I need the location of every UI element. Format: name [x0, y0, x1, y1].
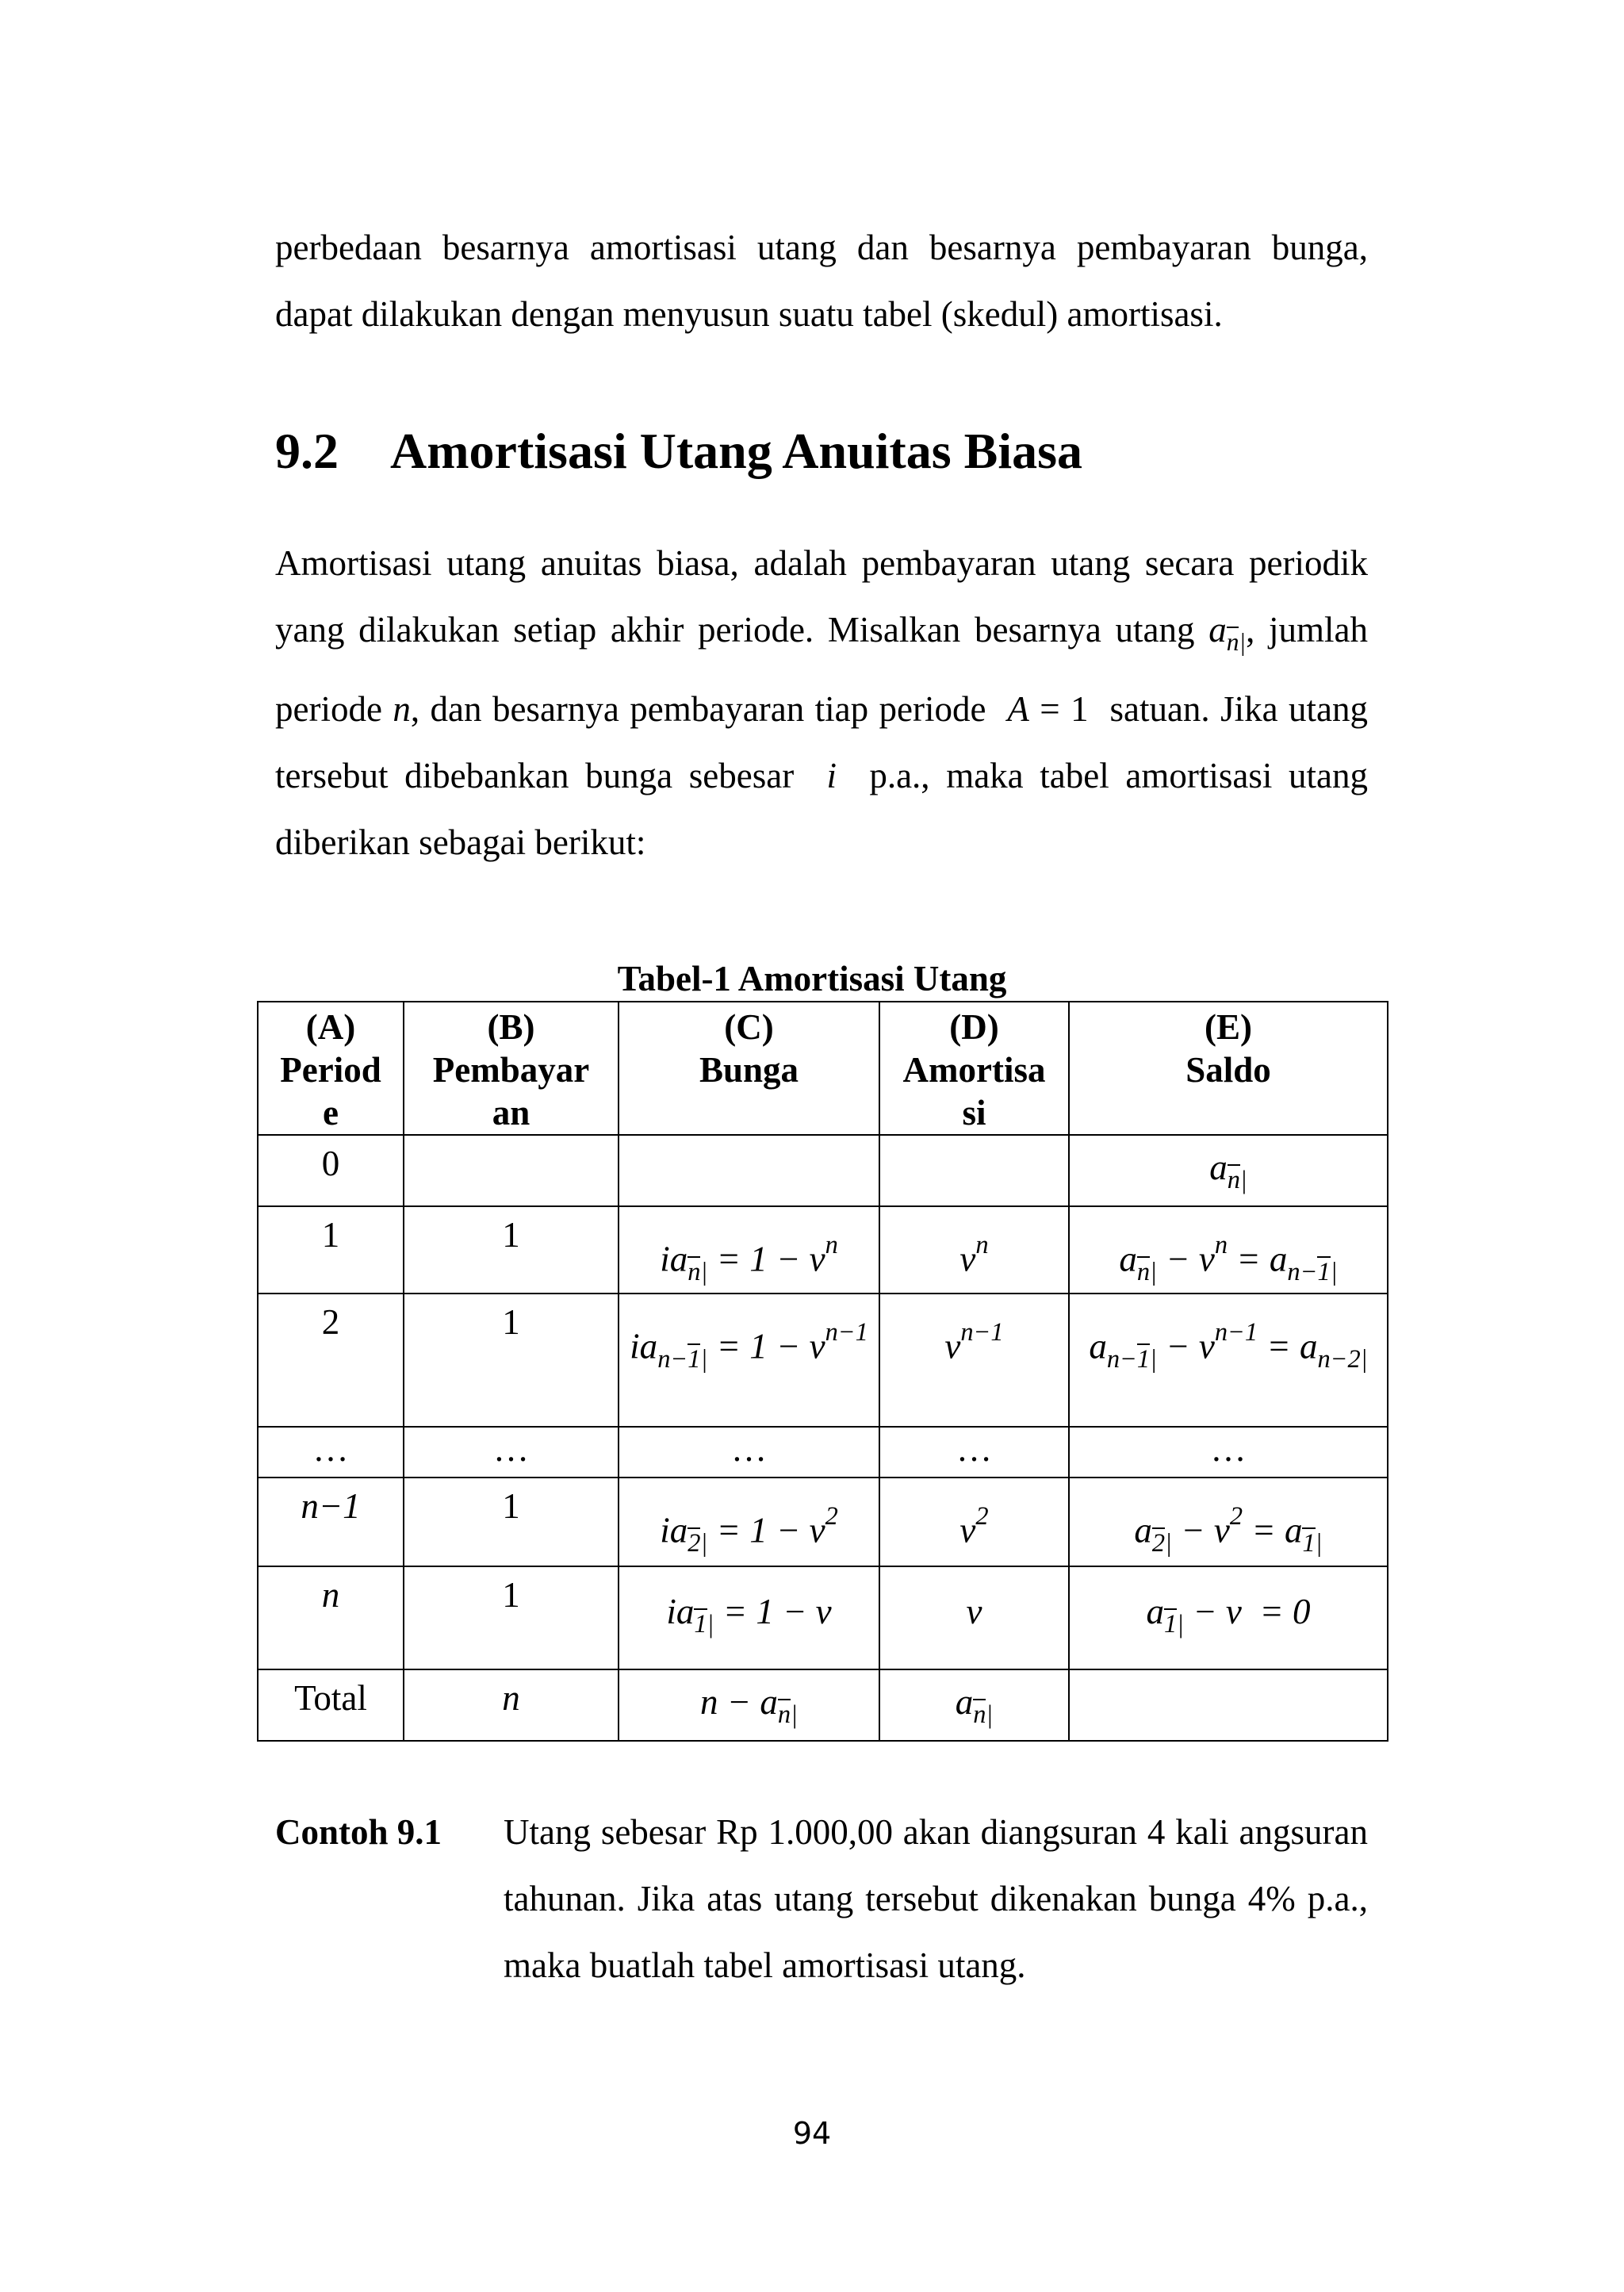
interest-cell: $ia_{n|} = 1 - v^n$	[619, 1206, 879, 1294]
period-cell: …	[258, 1427, 404, 1478]
interest-total-cell: $n - a_{n|}$	[619, 1669, 879, 1741]
period-cell: n−1	[258, 1478, 404, 1566]
amortization-cell: $v^2$	[879, 1478, 1069, 1566]
header-interest: (C) Bunga	[619, 1002, 879, 1135]
paragraph-text: , dan besarnya pembayaran tiap periode	[410, 689, 986, 730]
balance-cell: $a_{n|} - v^n = a_{n-1|}$	[1069, 1206, 1388, 1294]
header-amortization: (D) Amortisa si	[879, 1002, 1069, 1135]
balance-total-cell	[1069, 1669, 1388, 1741]
interest-cell	[619, 1135, 879, 1206]
table-row	[258, 1566, 1388, 1669]
interest-cell: $ia_{n-1|} = 1 - v^{n-1}$	[619, 1294, 879, 1427]
amortization-cell: $v^{n-1}$	[879, 1294, 1069, 1427]
payment-cell: 1	[404, 1294, 619, 1427]
amortization-total-cell: $a_{n|}$	[879, 1669, 1069, 1741]
amortization-cell	[879, 1135, 1069, 1206]
page-number: 94	[792, 2116, 832, 2151]
math-a-equals-1: A	[1007, 689, 1029, 730]
period-cell: 0	[258, 1135, 404, 1206]
payment-cell: 1	[404, 1478, 619, 1566]
payment-cell: …	[404, 1427, 619, 1478]
section-title: Amortisasi Utang Anuitas Biasa	[390, 423, 1082, 479]
table-caption: Tabel-1 Amortisasi Utang	[617, 959, 1007, 998]
example-text: Utang sebesar Rp 1.000,00 akan diangsuran 4 kali angsuran tahunan. Jika atas utang tersebut dikenakan bunga 4% p.a., maka buatlah tabel amortisasi utang.	[504, 1812, 1368, 1985]
amortization-cell: $v^n$	[879, 1206, 1069, 1294]
balance-cell: $a_{2|} - v^2 = a_{1|}$	[1069, 1478, 1388, 1566]
math-n: n	[393, 689, 411, 730]
table-header-row	[258, 1002, 1388, 1135]
definition-paragraph: Amortisasi utang anuitas biasa, adalah pembayaran utang secara periodik yang dilakukan setiap akhir periode. Misalkan besarnya utang $a_{n|}$, jumlah periode n, dan besarnya pembayaran tiap periode A = 1 satuan. Jika utang tersebut dibebankan bunga sebesar i p.a., maka tabel amortisasi utang diberikan sebagai berikut:	[275, 543, 1369, 863]
balance-cell: …	[1069, 1427, 1388, 1478]
intro-paragraph: perbedaan besarnya amortisasi utang dan besarnya pembayaran bunga, dapat dilakukan dengan menyusun suatu tabel (skedul) amortisasi.	[275, 228, 1368, 334]
payment-cell: 1	[404, 1206, 619, 1294]
period-cell: 1	[258, 1206, 404, 1294]
interest-cell: $ia_{2|} = 1 - v^2$	[619, 1478, 879, 1566]
header-balance: (E) Saldo	[1069, 1002, 1388, 1135]
paragraph-text: Amortisasi utang anuitas biasa, adalah pembayaran utang secara periodik yang dilakukan setiap akhir periode. Misalkan besarnya utang	[275, 543, 1368, 650]
paragraph-text: p.a., maka tabel amortisasi utang diberikan sebagai berikut:	[275, 756, 1368, 863]
payment-cell	[404, 1135, 619, 1206]
header-payment: (B) Pembayar an	[404, 1002, 619, 1135]
paragraph-text: , jumlah periode	[275, 610, 1369, 730]
interest-cell: $ia_{1|} = 1 - v$	[619, 1566, 879, 1669]
section-heading	[275, 422, 1082, 481]
section-number: 9.2	[275, 423, 339, 479]
period-cell: 2	[258, 1294, 404, 1427]
balance-cell: $a_{n|}$	[1069, 1135, 1388, 1206]
table-row	[258, 1478, 1388, 1566]
interest-cell: …	[619, 1427, 879, 1478]
amortization-cell: v	[879, 1566, 1069, 1669]
header-period: (A) Period e	[258, 1002, 404, 1135]
table-row	[258, 1206, 1388, 1294]
paragraph-text: satuan. Jika utang tersebut dibebankan bunga sebesar	[275, 689, 1368, 796]
table-row	[258, 1135, 1388, 1206]
payment-total-cell: n	[404, 1669, 619, 1741]
balance-cell: $a_{1|} - v = 0$	[1069, 1566, 1388, 1669]
amortization-table	[257, 1001, 1388, 1742]
amortization-cell: …	[879, 1427, 1069, 1478]
example-block	[275, 1799, 1368, 1999]
total-label-cell: Total	[258, 1669, 404, 1741]
example-label: Contoh 9.1	[275, 1812, 442, 1852]
table-row	[258, 1294, 1388, 1427]
balance-cell: $a_{n-1|} - v^{n-1} = a_{n-2|}$	[1069, 1294, 1388, 1427]
table-total-row	[258, 1669, 1388, 1741]
annuity-symbol: $a_{n|}$	[1208, 610, 1247, 657]
math-i: i	[826, 756, 837, 796]
period-cell: n	[258, 1566, 404, 1669]
payment-cell: 1	[404, 1566, 619, 1669]
table-row	[258, 1427, 1388, 1478]
